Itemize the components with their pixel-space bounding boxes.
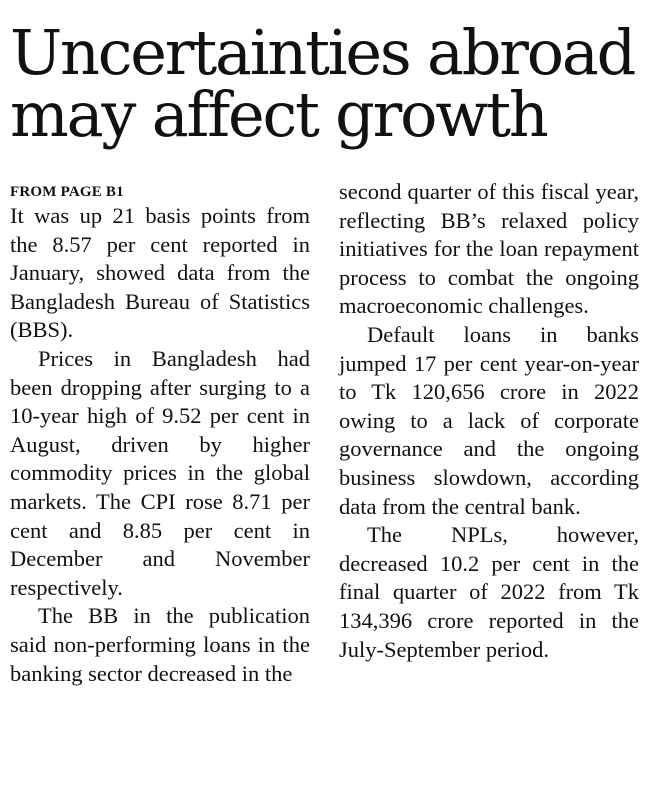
paragraph-right-1: second quarter of this fiscal year, reflecting BB’s relaxed policy initiatives for the loan repayment process to combat the ongoing macroeconomic challenges. bbox=[339, 179, 639, 319]
headline-line-1: Uncertainties abroad bbox=[10, 16, 635, 89]
paragraph-right-3: The NPLs, however, decreased 10.2 per cent in the final quarter of 2022 from Tk 134,396 crore reported in the July-September period. bbox=[339, 522, 639, 662]
jump-line-kicker: FROM PAGE B1 bbox=[10, 184, 124, 200]
headline bbox=[10, 16, 640, 151]
paragraph-left-3: The BB in the publication said non-performing loans in the banking sector decreased in the bbox=[10, 603, 310, 686]
column-left bbox=[10, 178, 310, 688]
headline-line-2: may affect growth bbox=[10, 78, 547, 151]
paragraph-right-2: Default loans in banks jumped 17 per cent year-on-year to Tk 120,656 crore in 2022 owing to a lack of corporate governance and the ongoing business slowdown, according data from the central bank. bbox=[339, 321, 639, 519]
column-right bbox=[339, 178, 639, 664]
paragraph-left-1: It was up 21 basis points from the 8.57 per cent reported in January, showed data from the Bangladesh Bureau of Statistics (BBS). bbox=[10, 203, 310, 343]
paragraph-left-2: Prices in Bangladesh had been dropping after surging to a 10-year high of 9.52 per cent in August, driven by higher commodity prices in the global markets. The CPI rose 8.71 per cent and 8.85 per cent in December and November respectively. bbox=[10, 345, 310, 600]
